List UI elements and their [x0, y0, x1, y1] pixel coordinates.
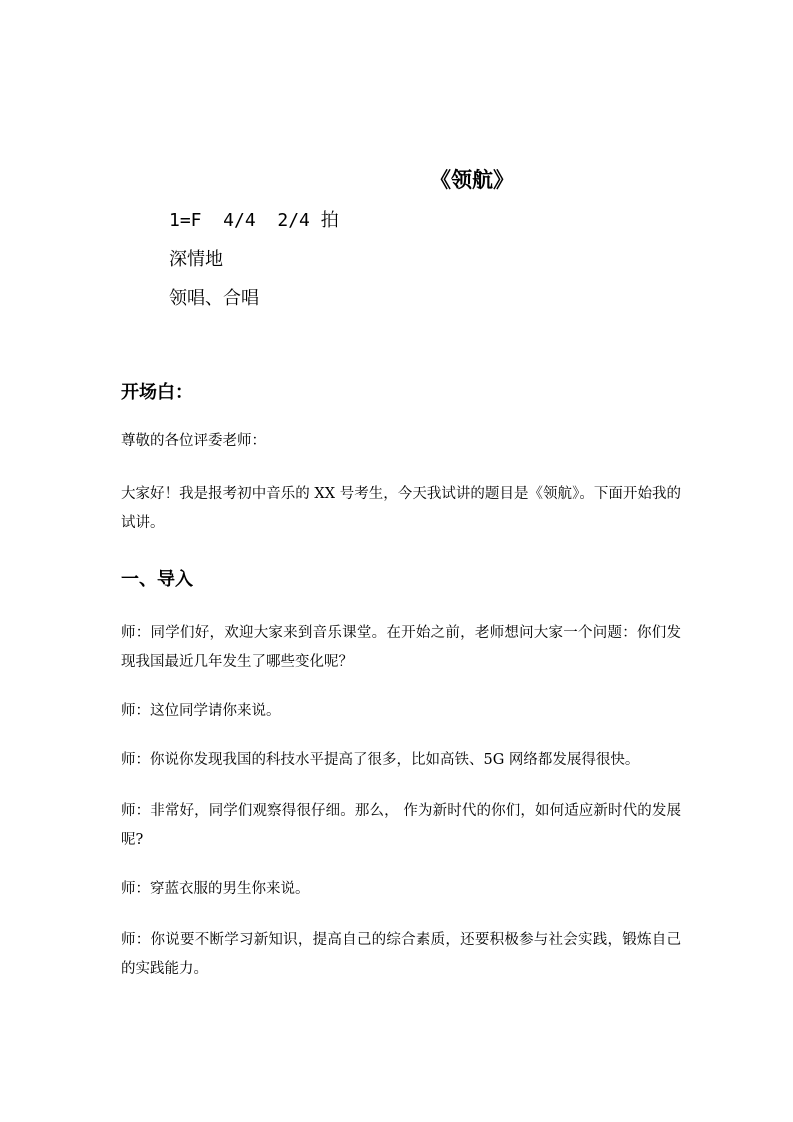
song-title: 《领航》: [430, 168, 514, 192]
lead-in-paragraph: 师：你说你发现我国的科技水平提高了很多，比如高铁、5G 网络都发展得很快。: [121, 752, 640, 768]
lead-in-paragraph: 师：你说要不断学习新知识，提高自己的综合素质，还要积极参与社会实践，锻炼自己的实践能力。: [121, 932, 681, 977]
mood-marking: 深情地: [169, 249, 223, 270]
lead-in-paragraph: 师：穿蓝衣服的男生你来说。: [121, 881, 310, 897]
lead-in-paragraph: 师：同学们好，欢迎大家来到音乐课堂。在开始之前，老师想问大家一个问题：你们发现我国最近几年发生了哪些变化呢？: [121, 625, 681, 670]
greeting-paragraph: 尊敬的各位评委老师：: [121, 433, 266, 449]
opening-heading: 开场白：: [121, 382, 193, 403]
lead-in-paragraph: 师：非常好，同学们观察得很仔细。那么， 作为新时代的你们，如何适应新时代的发展呢?: [121, 803, 681, 848]
self-intro-paragraph: 大家好！我是报考初中音乐的 XX 号考生，今天我试讲的题目是《领航》。下面开始我的试讲。: [121, 486, 681, 531]
performance-form: 领唱、合唱: [169, 288, 259, 309]
lead-in-heading: 一、导入: [121, 569, 193, 590]
key-and-time-signature: 1=F 4/4 2/4 拍: [169, 210, 339, 231]
lead-in-paragraph: 师：这位同学请你来说。: [121, 703, 281, 719]
